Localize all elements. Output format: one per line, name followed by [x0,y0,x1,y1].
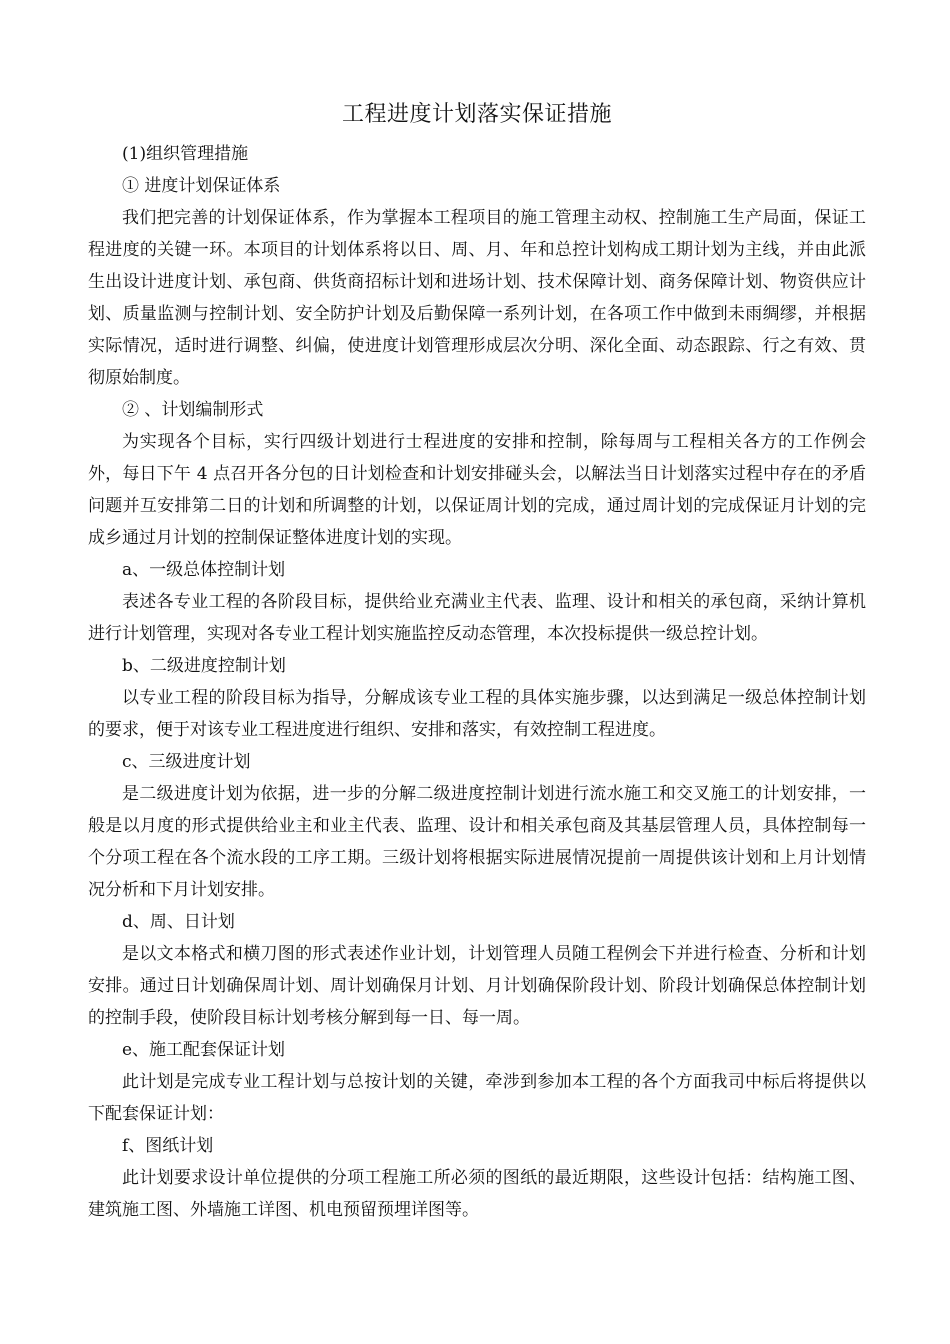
document-title: 工程进度计划落实保证措施 [341,102,612,127]
section-heading: d、周、日计划 [122,912,235,932]
section-heading: b、二级进度控制计划 [122,656,286,676]
section-heading: ① 进度计划保证体系 [122,176,281,196]
section-heading: f、图纸计划 [122,1136,214,1156]
body-paragraph: 此计划是完成专业工程计划与总按计划的关键，牵涉到参加本工程的各个方面我司中标后将提供以下配套保证计划： [88,1072,866,1124]
section-heading: a、一级总体控制计划 [122,560,286,580]
body-paragraph: 为实现各个目标，实行四级计划进行士程进度的安排和控制，除每周与工程相关各方的工作例会外，每日下午 4 点召开各分包的日计划检查和计划安排碰头会，以解法当日计划落实过程中存在的矛盾问题并互安排第二日的计划和所调整的计划，以保证周计划的完成，通过周计划的完成保证月计划的完成乡通过月计划的控制保证整体进度计划的实现。 [88,432,866,548]
section-heading: e、施工配套保证计划 [122,1040,286,1060]
body-paragraph: 表述各专业工程的各阶段目标，提供给业充满业主代表、监理、设计和相关的承包商，采纳计算机进行计划管理，实现对各专业工程计划实施监控反动态管理，本次投标提供一级总控计划。 [88,592,866,644]
body-paragraph: 此计划要求设计单位提供的分项工程施工所必须的图纸的最近期限，这些设计包括：结构施工图、建筑施工图、外墙施工详图、机电预留预埋详图等。 [88,1168,866,1220]
section-heading: c、三级进度计划 [122,752,251,772]
document-page [88,98,866,1226]
body-paragraph: 我们把完善的计划保证体系，作为掌握本工程项目的施工管理主动权、控制施工生产局面，保证工程进度的关键一环。本项目的计划体系将以日、周、月、年和总控计划构成工期计划为主线，并由此派生出设计进度计划、承包商、供货商招标计划和进场计划、技术保障计划、商务保障计划、物资供应计划、质量监测与控制计划、安全防护计划及后勤保障一系列计划，在各项工作中做到未雨绸缪，并根据实际情况，适时进行调整、纠偏，使进度计划管理形成层次分明、深化全面、动态跟踪、行之有效、贯彻原始制度。 [88,208,866,388]
body-paragraph: 是二级进度计划为依据，进一步的分解二级进度控制计划进行流水施工和交叉施工的计划安排，一般是以月度的形式提供给业主和业主代表、监理、设计和相关承包商及其基层管理人员，具体控制每一个分项工程在各个流水段的工序工期。三级计划将根据实际进展情况提前一周提供该计划和上月计划情况分析和下月计划安排。 [88,784,866,900]
body-paragraph: 以专业工程的阶段目标为指导，分解成该专业工程的具体实施步骤，以达到满足一级总体控制计划的要求，便于对该专业工程进度进行组织、安排和落实，有效控制工程进度。 [88,688,866,740]
body-paragraph: 是以文本格式和横刀图的形式表述作业计划，计划管理人员随工程例会下并进行检查、分析和计划安排。通过日计划确保周计划、周计划确保月计划、月计划确保阶段计划、阶段计划确保总体控制计划的控制手段，使阶段目标计划考核分解到每一日、每一周。 [88,944,866,1028]
section-heading: (1)组织管理措施 [122,144,249,164]
section-heading: ② 、计划编制形式 [122,400,264,420]
